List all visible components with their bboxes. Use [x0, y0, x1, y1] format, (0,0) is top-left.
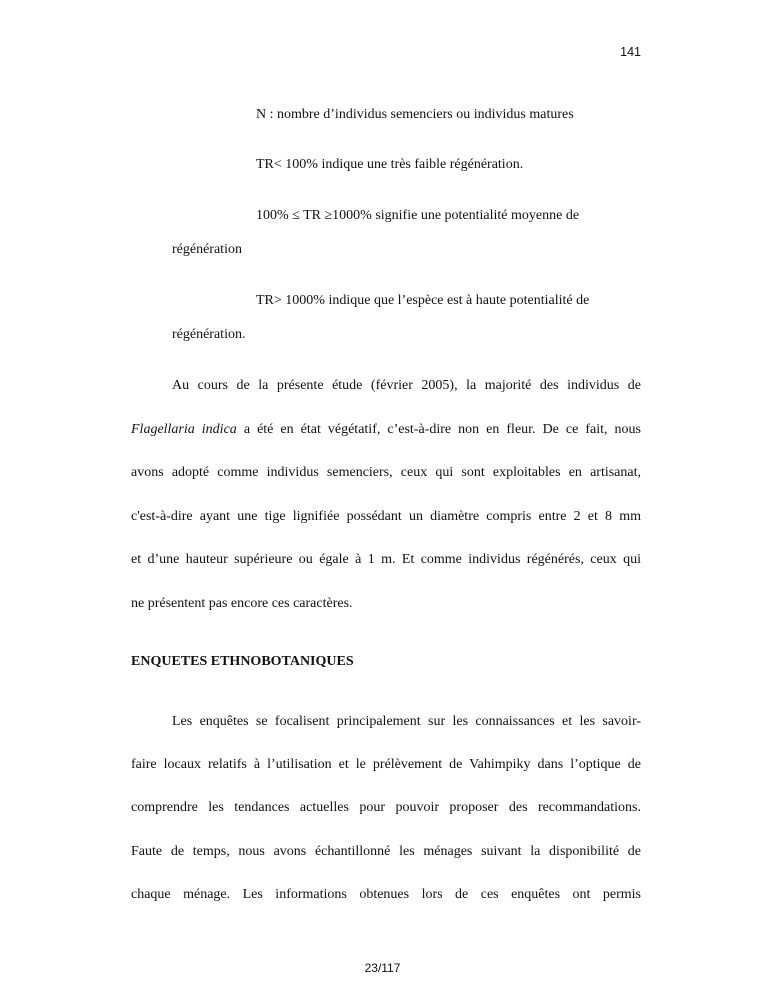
paragraph1-line-text: a été en état végétatif, c’est-à-dire non en fleur. De ce fait, nous — [243, 422, 642, 437]
definition-tr-high-continuation: régénération. — [172, 327, 246, 342]
page-number: 141 — [620, 45, 641, 59]
definition-n: N : nombre d’individus semenciers ou individus matures — [256, 107, 574, 122]
paragraph1-line: ne présentent pas encore ces caractères. — [131, 596, 353, 611]
paragraph1-line: et d’une hauteur supérieure ou égale à 1 m. Et comme individus régénérés, ceux qui — [131, 552, 641, 567]
section-heading: ENQUETES ETHNOBOTANIQUES — [131, 654, 354, 669]
paragraph1-line — [131, 422, 641, 438]
paragraph1-line: c'est-à-dire ayant une tige lignifiée possédant un diamètre compris entre 2 et 8 mm — [131, 509, 641, 524]
definition-tr-medium-continuation: régénération — [172, 242, 242, 257]
paragraph2-line: comprendre les tendances actuelles pour pouvoir proposer des recommandations. — [131, 800, 641, 815]
paragraph2-line: Les enquêtes se focalisent principalement sur les connaissances et les savoir- — [172, 714, 641, 729]
paragraph1-line: avons adopté comme individus semenciers, ceux qui sont exploitables en artisanat, — [131, 465, 641, 480]
definition-tr-medium: 100% ≤ TR ≥1000% signifie une potentialité moyenne de — [256, 208, 580, 223]
paragraph2-line: faire locaux relatifs à l’utilisation et le prélèvement de Vahimpiky dans l’optique de — [131, 757, 641, 772]
paragraph2-line: chaque ménage. Les informations obtenues lors de ces enquêtes ont permis — [131, 887, 641, 902]
page-indicator: 23/117 — [364, 961, 401, 975]
paragraph2-line: Faute de temps, nous avons échantillonné les ménages suivant la disponibilité de — [131, 844, 641, 859]
species-name: Flagellaria indica — [131, 422, 237, 437]
definition-tr-low: TR< 100% indique une très faible régénération. — [256, 157, 524, 172]
paragraph1-line: Au cours de la présente étude (février 2005), la majorité des individus de — [172, 378, 641, 393]
definition-tr-high: TR> 1000% indique que l’espèce est à haute potentialité de — [256, 293, 590, 308]
